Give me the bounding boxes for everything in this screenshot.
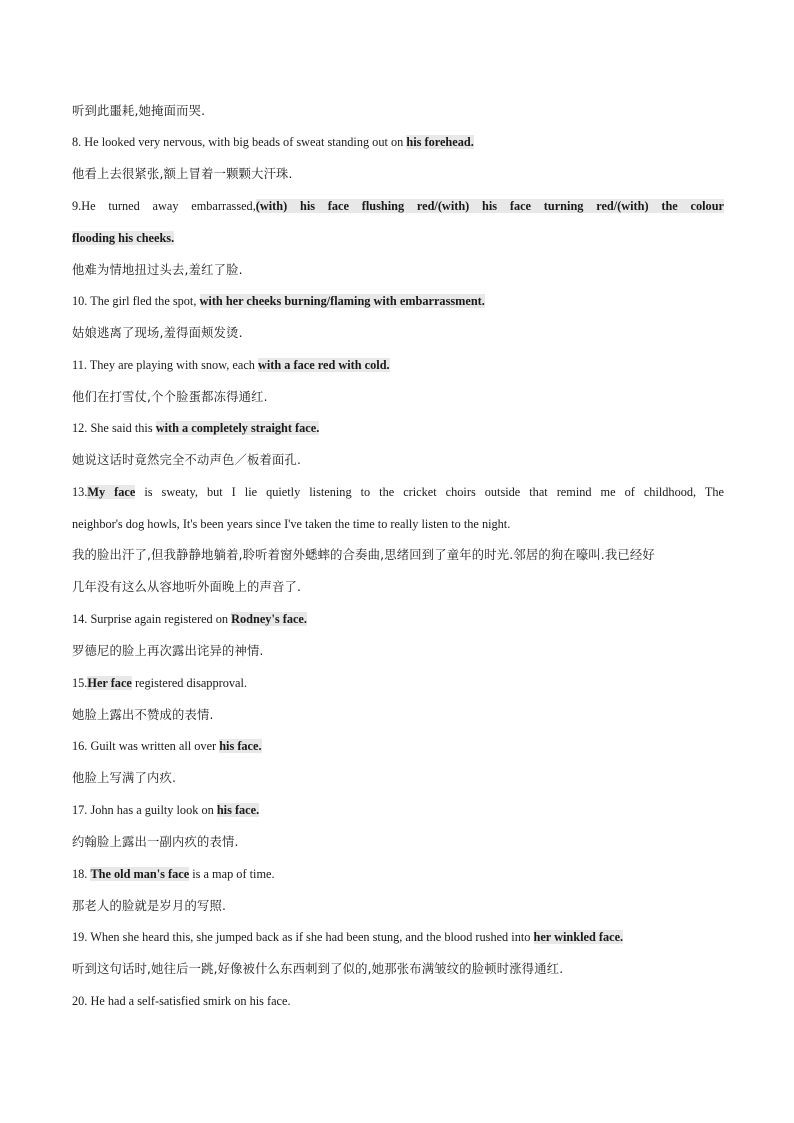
highlighted-phrase: his face. — [216, 803, 260, 817]
text-run: 听到这句话时,她往后一跳,好像被什么东西刺到了似的,她那张布满皱纹的脸顿时涨得通红. — [72, 962, 564, 976]
text-run: 13. — [72, 485, 88, 499]
text-run: 我的脸出汗了,但我静静地躺着,聆听着窗外蟋蟀的合奏曲,思绪回到了童年的时光.邻居的狗在嚎叫.我已经好 — [72, 548, 655, 562]
highlighted-phrase: with her cheeks burning/flaming with embarrassment. — [199, 294, 485, 308]
text-line-cn — [72, 389, 724, 405]
text-run: 16. Guilt was written all over — [72, 739, 220, 753]
text-run: registered disapproval. — [131, 676, 247, 690]
text-run: is sweaty, but I lie quietly listening to the cricket choirs outside that remind me of childhood, The — [135, 485, 724, 499]
text-line-cn — [72, 103, 724, 119]
text-run: 20. He had a self-satisfied smirk on his face. — [72, 994, 291, 1008]
text-line-en — [72, 516, 724, 532]
text-line-cn — [72, 166, 724, 182]
text-run: 姑娘逃离了现场,羞得面颊发烫. — [72, 326, 243, 340]
text-line-en — [72, 929, 724, 945]
text-line-en — [72, 675, 724, 691]
text-line-en — [72, 420, 724, 436]
text-line-en — [72, 134, 724, 150]
text-line-cn — [72, 452, 724, 468]
text-line-cn — [72, 325, 724, 341]
text-line-en — [72, 357, 724, 373]
text-line-en — [72, 611, 724, 627]
text-run: 听到此噩耗,她掩面而哭. — [72, 104, 206, 118]
highlighted-phrase: his face. — [219, 739, 262, 753]
text-run: 她脸上露出不赞成的表情. — [72, 708, 214, 722]
highlighted-phrase: with a face red with cold. — [258, 358, 390, 372]
text-line-en — [72, 484, 724, 500]
text-run: 18. — [72, 867, 91, 881]
text-run: 15. — [72, 676, 88, 690]
text-run: 8. He looked very nervous, with big beads of sweat standing out on — [72, 135, 407, 149]
text-line-cn — [72, 643, 724, 659]
text-run: 那老人的脸就是岁月的写照. — [72, 899, 227, 913]
highlighted-phrase: My face — [87, 485, 136, 499]
text-line-cn — [72, 262, 724, 278]
text-run: is a map of time. — [189, 867, 275, 881]
text-run: 19. When she heard this, she jumped back as if she had been stung, and the blood rushed into — [72, 930, 534, 944]
text-line-cn — [72, 834, 724, 850]
text-line-en — [72, 230, 724, 246]
highlighted-phrase: Rodney's face. — [231, 612, 307, 626]
text-run: 14. Surprise again registered on — [72, 612, 232, 626]
highlighted-phrase: her winkled face. — [533, 930, 624, 944]
text-line-en — [72, 802, 724, 818]
text-line-cn — [72, 547, 724, 563]
text-run: 他们在打雪仗,个个脸蛋都冻得通红. — [72, 390, 268, 404]
text-run: 她说这话时竟然完全不动声色／板着面孔. — [72, 453, 302, 467]
text-line-en — [72, 198, 724, 214]
text-line-en — [72, 293, 724, 309]
text-run: neighbor's dog howls, It's been years since I've taken the time to really listen to the night. — [72, 517, 511, 531]
text-line-cn — [72, 770, 724, 786]
text-run: 9.He turned away embarrassed, — [72, 199, 256, 213]
text-run: 11. They are playing with snow, each — [72, 358, 258, 372]
text-run: 他难为情地扭过头去,羞红了脸. — [72, 263, 243, 277]
text-line-cn — [72, 898, 724, 914]
text-run: 17. John has a guilty look on — [72, 803, 217, 817]
highlighted-phrase: The old man's face — [90, 867, 190, 881]
text-line-en — [72, 866, 724, 882]
text-line-en — [72, 993, 724, 1009]
text-run: 几年没有这么从容地听外面晚上的声音了. — [72, 580, 302, 594]
text-line-cn — [72, 579, 724, 595]
highlighted-phrase: his forehead. — [406, 135, 474, 149]
text-run: 他看上去很紧张,额上冒着一颗颗大汗珠. — [72, 167, 293, 181]
text-run: 他脸上写满了内疚. — [72, 771, 177, 785]
text-line-cn — [72, 961, 724, 977]
text-line-cn — [72, 707, 724, 723]
highlighted-phrase: (with) his face flushing red/(with) his face turning red/(with) the colour — [255, 199, 724, 213]
text-run: 12. She said this — [72, 421, 156, 435]
text-run: 罗德尼的脸上再次露出诧异的神情. — [72, 644, 264, 658]
text-run: 10. The girl fled the spot, — [72, 294, 200, 308]
highlighted-phrase: Her face — [87, 676, 132, 690]
highlighted-phrase: with a completely straight face. — [155, 421, 320, 435]
text-run: 约翰脸上露出一副内疚的表情. — [72, 835, 239, 849]
text-line-en — [72, 738, 724, 754]
highlighted-phrase: flooding his cheeks. — [72, 231, 175, 245]
